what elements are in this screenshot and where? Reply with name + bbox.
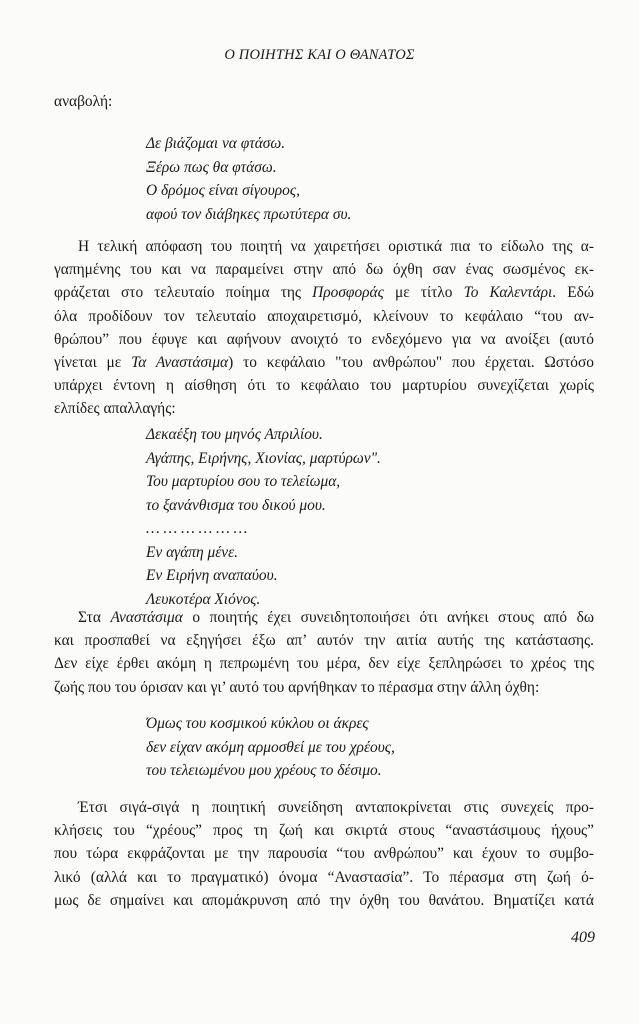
verse-line: αφού τον διάβηκες πρωτύτερα συ. (146, 205, 352, 223)
verse-line: Δεκαέξη του μηνός Απριλίου. (146, 426, 323, 443)
paragraph-1 (54, 235, 594, 421)
verse-line: το ξανάνθισμα του δικού μου. (146, 496, 326, 514)
verse-block-1 (146, 132, 351, 226)
text-line: που τώρα εκφράζονται με την παρουσία “του ανθρώπου” και έχουν το συμβο- (54, 845, 594, 863)
text-line-mixed: φράζεται στο τελευταίο ποίημα της Προσφοράς με τίτλο Το Καλεντάρι. Εδώ (54, 284, 595, 302)
verse-line: Του μαρτυρίου σου το τελείωμα, (146, 473, 341, 490)
text-line: κλήσεις του “χρέους” προς τη ζωή και σκιρτά στους “αναστάσιμους ήχους” (54, 822, 594, 840)
paragraph-intro (54, 90, 594, 113)
verse-line: δεν είχαν ακόμη αρμοσθεί με του χρέους, (146, 738, 395, 756)
verse-line: Δε βιάζομαι να φτάσω. (146, 135, 286, 152)
text-line: Δεν είχε έρθει ακόμη η πεπρωμένη του μέρα, δεν είχε ξεπληρώσει το χρέος της (54, 655, 594, 673)
verse-line: Αγάπης, Ειρήνης, Χιονίας, μαρτύρων". (146, 449, 381, 467)
text-line: Έτσι σιγά-σιγά η ποιητική συνείδηση ανταποκρίνεται στις συνεχείς προ- (78, 799, 594, 816)
text-line-mixed: γίνεται με Τα Αναστάσιμα) το κεφάλαιο "του ανθρώπου" που έρχεται. Ωστόσο (54, 354, 594, 372)
page-number: 409 (571, 929, 595, 946)
text-line: λικό (αλλά και το πραγματικό) όνομα “Αναστασία”. Το πέρασμα στη ζωή ό- (54, 868, 594, 886)
paragraph-2 (54, 606, 594, 699)
text-line: και προσπαθεί να εξηγήσει έξω απ’ αυτόν την αιτία αυτής της κατάστασης. (54, 632, 594, 650)
verse-line: Εν Ειρήνη αναπαύου. (146, 567, 278, 584)
text-line-mixed: Στα Αναστάσιμα ο ποιητής έχει συνειδητοποιήσει ότι ανήκει στους από δω (78, 609, 594, 626)
text-line: υπάρχει έντονη η αίσθηση ότι το κεφάλαιο του μαρτυρίου συνεχίζεται χωρίς (54, 377, 594, 395)
verse-line: Ο δρόμος είναι σίγουρος, (146, 182, 300, 199)
verse-line: Ξέρω πως θα φτάσω. (146, 158, 277, 176)
verse-block-3 (146, 712, 395, 783)
verse-block-2 (146, 423, 381, 611)
paragraph-3 (54, 796, 594, 912)
verse-line: Εν αγάπη μένε. (146, 543, 239, 561)
verse-line: Λευκοτέρα Χιόνος. (146, 590, 261, 608)
text-line: θρώπου” που έφυγε και αφήνουν ανοιχτό το ενδεχόμενο για να ανοίξει (αυτό (54, 330, 594, 348)
verse-line: του τελειωμένου μου χρέους το δέσιμο. (146, 762, 382, 779)
text-line: γαπημένης του και να παραμείνει στην από δω όχθη σαν ένας σωσμένος εκ- (54, 261, 594, 279)
verse-line: Όμως του κοσμικού κύκλου οι άκρες (146, 715, 369, 732)
verse-ellipsis: … … … … … … (146, 520, 248, 537)
text-line: ζωής που του όρισαν και γι’ αυτό του αρνήθηκαν το πέρασμα στην άλλη όχθη: (54, 678, 540, 696)
text-line: ελπίδες απαλλαγής: (54, 400, 176, 418)
text-line: αναβολή: (54, 93, 113, 110)
text-line: Η τελική απόφαση του ποιητή να χαιρετήσει οριστικά πια το είδωλο της α- (78, 238, 594, 255)
text-line: μως δε σημαίνει και απομάκρυνση από την όχθη του θανάτου. Βηματίζει κατά (54, 891, 594, 909)
text-line: όλα προδίδουν τον τελευταίο αποχαιρετισμό, κλείνουν το κεφάλαιο “του αν- (54, 307, 594, 325)
running-header: Ο ΠΟΙΗΤΗΣ ΚΑΙ Ο ΘΑΝΑΤΟΣ (224, 47, 415, 63)
